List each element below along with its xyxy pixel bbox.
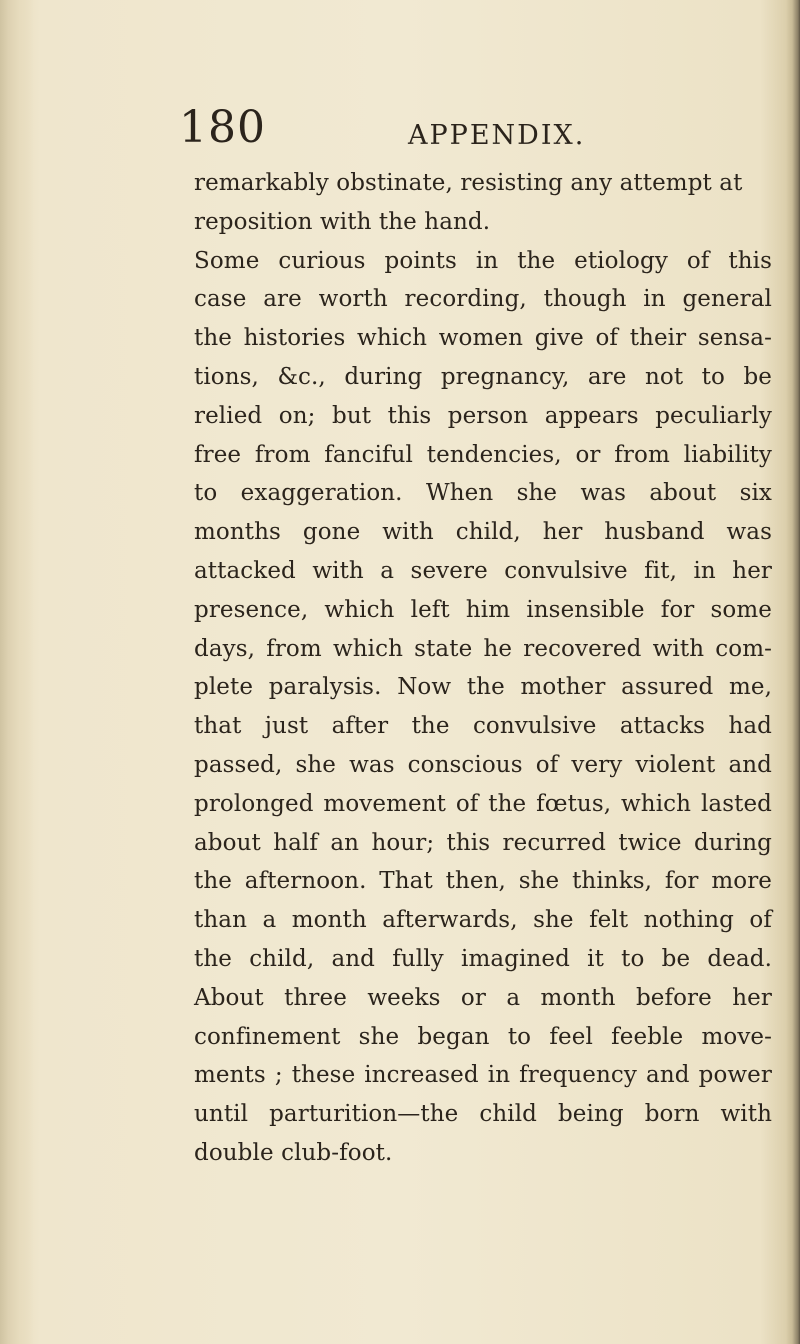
text-line: Some curious points in the etiology of this bbox=[194, 247, 772, 274]
text-line: about half an hour; this recurred twice during bbox=[194, 829, 772, 856]
page-left-edge-shadow bbox=[0, 0, 34, 1344]
text-line: prolonged movement of the fœtus, which lasted bbox=[194, 790, 772, 817]
running-head: APPENDIX. bbox=[408, 120, 586, 151]
text-line: reposition with the hand. bbox=[194, 208, 491, 235]
text-line: months gone with child, her husband was bbox=[194, 519, 772, 546]
text-line: days, from which state he recovered with com- bbox=[194, 635, 772, 662]
text-line: attacked with a severe convulsive fit, in her bbox=[194, 557, 772, 584]
text-line: passed, she was conscious of very violent and bbox=[194, 751, 772, 778]
text-line: relied on; but this person appears peculiarly bbox=[194, 402, 772, 429]
text-line: double club-foot. bbox=[194, 1139, 393, 1166]
text-line: presence, which left him insensible for some bbox=[194, 596, 772, 623]
text-line: ments ; these increased in frequency and power bbox=[194, 1062, 772, 1089]
page-number: 180 bbox=[179, 102, 266, 153]
text-line: to exaggeration. When she was about six bbox=[194, 480, 772, 507]
text-line: plete paralysis. Now the mother assured me, bbox=[194, 674, 772, 701]
text-line: case are worth recording, though in general bbox=[194, 286, 772, 313]
text-line: the histories which women give of their sensa- bbox=[194, 325, 772, 352]
text-line: tions, &c., during pregnancy, are not to be bbox=[194, 363, 772, 390]
text-line: that just after the convulsive attacks had bbox=[194, 713, 772, 740]
text-line: the afternoon. That then, she thinks, for more bbox=[194, 868, 772, 895]
text-line: than a month afterwards, she felt nothing of bbox=[194, 907, 772, 934]
text-line: free from fanciful tendencies, or from liability bbox=[194, 441, 772, 468]
text-line: About three weeks or a month before her bbox=[194, 984, 772, 1011]
text-line: until parturition—the child being born with bbox=[194, 1101, 772, 1128]
page-right-edge-shadow bbox=[786, 0, 800, 1344]
text-line: confinement she began to feel feeble move- bbox=[194, 1023, 772, 1050]
body-text bbox=[194, 164, 772, 1173]
text-line: remarkably obstinate, resisting any attempt at bbox=[194, 170, 743, 196]
text-line: the child, and fully imagined it to be dead. bbox=[194, 945, 772, 972]
